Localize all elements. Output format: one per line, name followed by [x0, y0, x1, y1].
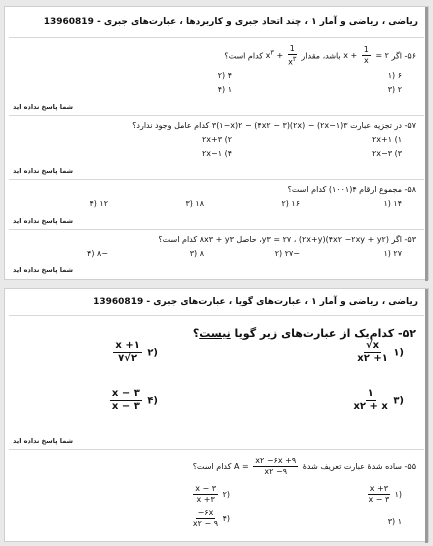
divider [9, 229, 424, 230]
option-2[interactable] [191, 485, 230, 504]
option-4[interactable]: −۸ (۴ [87, 249, 108, 258]
option-3[interactable]: ۱ (۳ [387, 517, 402, 526]
numerator: x − ۳ [195, 484, 217, 493]
card-header: ریاضی ، ریاضی و آمار ۱ ، چند اتحاد جبری و کاربردها ، عبارت‌های جبری - 13960819 [43, 17, 418, 27]
divider [9, 179, 424, 180]
option-4[interactable]: ۱۲ (۴ [89, 199, 108, 208]
option-label: (۱ [393, 347, 404, 359]
numerator: x +۱ [115, 340, 140, 351]
q55-prefix: ۵۵- ساده شدهٔ عبارت تعریف شدهٔ [302, 462, 416, 471]
q56-suffix: کدام است؟ [224, 51, 264, 61]
option-1[interactable]: ۲x+۱ (۱ [372, 135, 402, 144]
option-1[interactable] [355, 341, 404, 364]
no-answer-label: شما پاسخ نداده اید [13, 266, 73, 274]
q55-equals: = A [234, 462, 249, 471]
no-answer-label: شما پاسخ نداده اید [13, 103, 73, 111]
no-answer-label: شما پاسخ نداده اید [13, 217, 73, 225]
option-1[interactable] [366, 485, 402, 504]
q52-underlined-word: نیست [199, 327, 231, 340]
numerator: x۲ −۶x +۹ [255, 456, 297, 465]
q52-text-end: ؟ [192, 327, 200, 340]
option-fraction [357, 341, 388, 364]
option-1[interactable]: ۱۴ (۱ [383, 199, 402, 208]
card-header: ریاضی ، ریاضی و آمار ۱ ، عبارت‌های گویا ، عبارت‌های جبری - 13960819 [93, 297, 418, 307]
denominator: x +۳ [196, 495, 215, 504]
option-3[interactable] [351, 389, 404, 412]
denominator: x − ۳ [111, 401, 140, 412]
option-label: (۱ [394, 490, 402, 499]
option-fraction [193, 485, 218, 504]
q56-condition: x + $\frac{1}{x}$ = ۲ [343, 45, 389, 66]
option-label: (۴ [222, 514, 230, 523]
option-2[interactable] [111, 341, 158, 364]
card-accent-bar [425, 7, 428, 281]
question-52 [193, 327, 416, 340]
denominator: x۲ − ۹ [192, 519, 219, 528]
option-4[interactable] [191, 509, 230, 528]
denominator: x − ۳ [368, 495, 390, 504]
q56-prefix: ۵۶- اگر [391, 51, 416, 61]
q55-fraction [253, 457, 298, 476]
numerator: ۱ [367, 388, 374, 399]
card-accent-bar [425, 289, 428, 543]
question-card-1 [4, 6, 429, 280]
option-label: (۳ [393, 395, 404, 407]
option-2[interactable]: ۱۶ (۲ [281, 199, 300, 208]
denominator: x۲ +۱ [357, 353, 388, 364]
option-label: (۴ [147, 395, 158, 407]
option-label: (۲ [222, 490, 230, 499]
divider [9, 37, 424, 38]
option-3[interactable]: ۲x−۳ (۳ [372, 149, 402, 158]
option-1[interactable]: ۶ (۱ [387, 71, 402, 80]
q52-text: ۵۲- کدام‌یک از عبارت‌های زیر گویا [234, 327, 416, 340]
option-2[interactable]: ۲x+۳ (۲ [202, 135, 232, 144]
numerator: −۶x [197, 508, 214, 517]
option-4[interactable]: ۱ (۴ [217, 85, 232, 94]
option-2[interactable]: ۴ (۲ [217, 71, 232, 80]
option-fraction [113, 341, 141, 364]
option-1[interactable]: ۲۷ (۱ [383, 249, 402, 258]
question-57: ۵۷- در تجزیه عبارت ۳(۲x−۱) − (۲x)(۴x۲ − ۳) − ۳(۱−x)۲ کدام عامل وجود ندارد؟ [132, 121, 416, 130]
denominator: ۷√۲ [118, 353, 138, 364]
numerator: √x [366, 340, 380, 351]
question-53: ۵۳- اگر y۳ = ۲۷ ، (۲x+y)(۴x۲ −۲xy + y۲)، حاصل ۸x۳ + y۳ کدام است؟ [158, 235, 416, 244]
no-answer-label: شما پاسخ نداده اید [13, 167, 73, 175]
option-3[interactable]: ۲ (۳ [387, 85, 402, 94]
denominator: x۲ −۹ [264, 467, 287, 476]
option-fraction [353, 389, 387, 412]
divider [9, 449, 424, 450]
question-card-2 [4, 288, 429, 542]
divider [9, 115, 424, 116]
option-fraction [193, 509, 218, 528]
denominator: x۲ + x [353, 401, 388, 412]
q56-expression: $x^۳$ + $\frac{1}{x^۳}$ [265, 44, 297, 67]
option-fraction [110, 389, 142, 412]
option-2[interactable]: −۲۷ (۲ [274, 249, 300, 258]
numerator: x +۳ [369, 484, 389, 493]
divider [9, 315, 424, 316]
q55-suffix: کدام است؟ [192, 462, 232, 471]
option-label: (۲ [147, 347, 158, 359]
option-fraction [368, 485, 390, 504]
question-55 [193, 457, 416, 476]
option-4[interactable]: ۲x−۱ (۴ [202, 149, 232, 158]
option-3[interactable]: ۸ (۳ [189, 249, 204, 258]
q56-mid: باشد، مقدار [301, 51, 341, 61]
question-58: ۵۸- مجموع ارقام ۴(۱۰۰۱) کدام است؟ [287, 185, 416, 194]
question-56 [224, 45, 416, 67]
no-answer-label: شما پاسخ نداده اید [13, 437, 73, 445]
option-3[interactable]: ۱۸ (۳ [185, 199, 204, 208]
option-4[interactable] [108, 389, 158, 412]
numerator: x − ۳ [111, 388, 140, 399]
